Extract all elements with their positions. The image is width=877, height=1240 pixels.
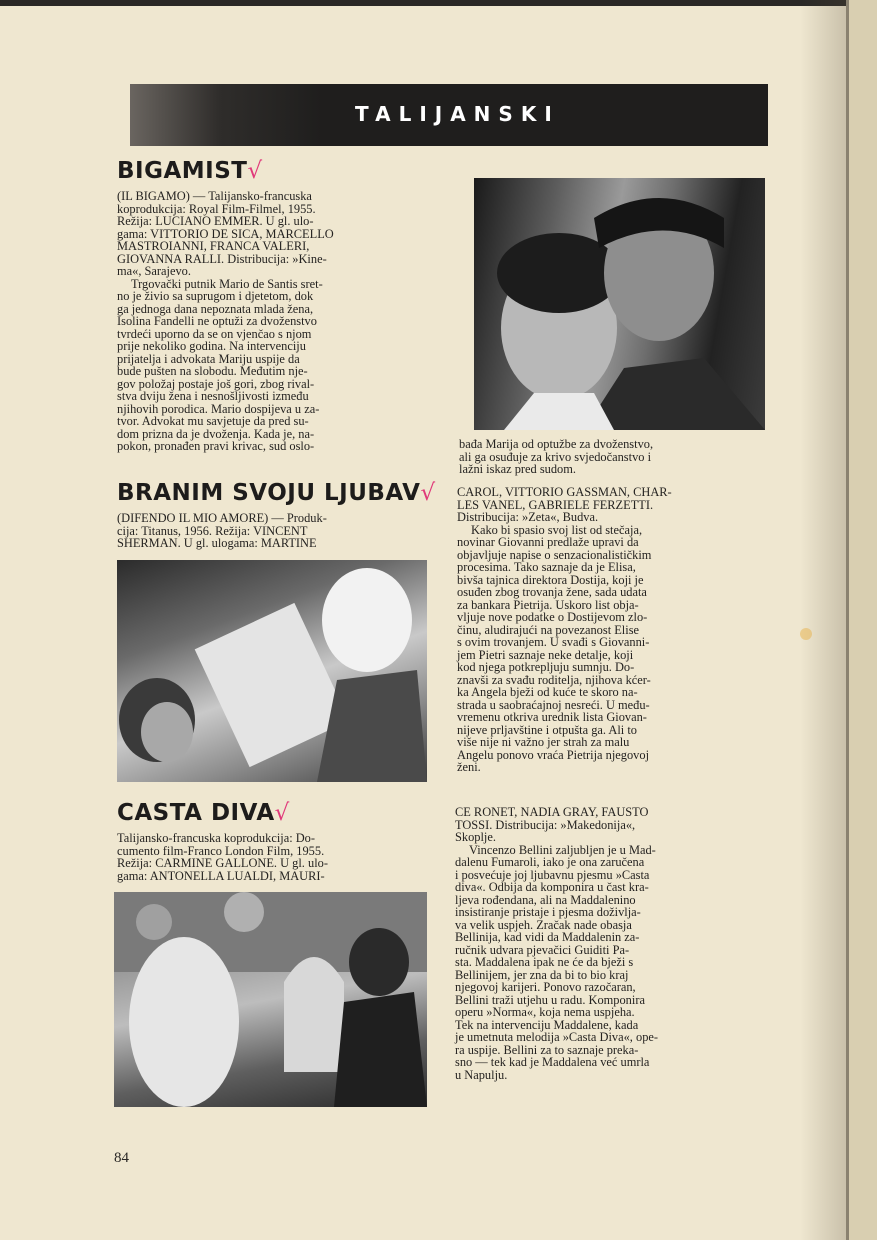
text-line: strada u saobraćajnoj nesreći. U među- <box>457 697 650 712</box>
text-line: Bellinija, kad vidi da Maddalenin za- <box>455 930 640 944</box>
text-line: (IL BIGAMO) — Talijansko-francuska <box>117 189 312 203</box>
text-line: objavljuje napise o senzacionalističkim <box>457 547 652 562</box>
text-line: dalenu Fumaroli, iako je ona zaručena <box>455 855 645 869</box>
text-line: CAROL, VITTORIO GASSMAN, CHAR- <box>457 485 672 499</box>
text-line: Kako bi spasio svoj list od stečaja, <box>471 522 643 537</box>
text-line: SHERMAN. U gl. ulogama: MARTINE <box>117 536 317 550</box>
text-line: ra uspije. Bellini za to saznaje preka- <box>455 1042 639 1057</box>
text-line: pokon, pronađen pravi krivac, sud oslo- <box>117 439 315 453</box>
article-body-casta <box>117 832 427 882</box>
text-line: ga jednoga dana nepoznata mlada žena, <box>117 301 314 316</box>
text-line: cija: Titanus, 1956. Režija: VINCENT <box>117 523 308 538</box>
text-line: stva dviju žena i nesnošljivosti između <box>117 389 309 403</box>
photo-bigamist-still <box>474 178 765 430</box>
text-line: za bankara Pietrija. Uskoro list obja- <box>457 597 639 612</box>
text-line: Trgovački putnik Mario de Santis sret- <box>131 276 323 291</box>
text-line: (DIFENDO IL MIO AMORE) — Produk- <box>117 511 327 525</box>
text-line: tvor. Advokat mu savjetuje da pred su- <box>117 414 309 428</box>
text-line: LES VANEL, GABRIELE FERZETTI. <box>457 497 654 512</box>
text-line: gov položaj postaje još gori, zbog rival- <box>117 376 315 391</box>
text-line: njegovoj karijeri. Ponovo razočaran, <box>455 980 636 994</box>
article-title-casta <box>117 800 290 826</box>
text-line: Vincenzo Bellini zaljubljen je u Mad- <box>469 842 656 857</box>
text-line: gama: VITTORIO DE SICA, MARCELLO <box>117 226 334 241</box>
text-line: prijatelja i advokata Mariju uspije da <box>117 351 300 366</box>
text-line: Tek na intervenciju Maddalene, kada <box>455 1017 639 1032</box>
article-body-bigamist-continued <box>459 438 769 476</box>
text-line: Isolina Fandelli ne optuži za dvoženstvo <box>117 314 317 328</box>
text-line: i posvećuje joj ljubavnu pjesmu »Casta <box>455 867 650 882</box>
text-line: ma«, Sarajevo. <box>117 264 191 278</box>
text-line: vremenu otkriva urednik lista Giovan- <box>457 710 647 724</box>
text-line: sno — tek kad je Maddalena već umrla <box>455 1055 650 1069</box>
text-line: ljeva rođendana, ali na Maddalenino <box>455 892 636 907</box>
title-text: BRANIM SVOJU LJUBAV <box>117 480 421 506</box>
text-line: Bellini traži utjehu u radu. Komponira <box>455 992 645 1007</box>
text-line: prije nekoliko godina. Na intervenciju <box>117 339 306 353</box>
text-line: nijeve prljavštine i otpušta ga. Ali to <box>457 722 637 737</box>
photo-bigamist-svg <box>474 178 765 430</box>
check-mark: √ <box>274 800 290 826</box>
text-line: znavši za svađu roditelja, njihova kćer- <box>457 672 651 687</box>
text-line: novinar Giovanni predlaže upravi da <box>457 535 639 549</box>
text-line: procesima. Tako saznaje da je Elisa, <box>457 560 636 574</box>
text-line: bađa Marija od optužbe za dvoženstvo, <box>459 437 654 451</box>
text-line: lažni iskaz pred sudom. <box>459 462 576 476</box>
text-line: činu, aludirajući na povezanost Elise <box>457 622 640 637</box>
text-line: ručnik udvara pjevačici Guiditi Pa- <box>455 942 630 957</box>
text-line: GIOVANNA RALLI. Distribucija: »Kine- <box>117 251 327 266</box>
page-number: 84 <box>114 1150 129 1166</box>
text-line: sta. Maddalena ipak ne će da bježi s <box>455 955 634 969</box>
text-line: s ovim trovanjem. U svađi s Giovanni- <box>457 635 650 649</box>
text-line: ali ga osuđuje za krivo svjedočanstvo i <box>459 449 652 464</box>
title-text: CASTA DIVA <box>117 800 275 826</box>
text-line: diva«. Odbija da komponira u čast kra- <box>455 880 649 894</box>
text-line: MASTROIANNI, FRANCA VALERI, <box>117 239 310 253</box>
photo-casta-still <box>114 892 427 1107</box>
title-text: BIGAMIST <box>117 158 248 184</box>
text-line: Režija: CARMINE GALLONE. U gl. ulo- <box>117 856 328 870</box>
check-mark: √ <box>420 480 436 506</box>
photo-branim-svg <box>117 560 427 782</box>
text-line: no je živio sa suprugom i djetetom, dok <box>117 289 314 303</box>
text-line: gama: ANTONELLA LUALDI, MAURI- <box>117 868 325 883</box>
text-line: cumento film-Franco London Film, 1955. <box>117 843 325 858</box>
text-line: ženi. <box>457 760 481 774</box>
text-line: Angelu ponovo vraća Pietrija njegovoj <box>457 747 650 762</box>
next-page-edge <box>846 0 877 1240</box>
text-line: operu »Norma«, koja nema uspjeha. <box>455 1005 635 1019</box>
text-line: CE RONET, NADIA GRAY, FAUSTO <box>455 805 649 819</box>
article-title-branim <box>117 480 436 506</box>
text-line: dom prizna da je dvoženja. Kada je, na- <box>117 426 315 441</box>
top-shadow <box>0 0 846 6</box>
text-line: bude pušten na slobodu. Međutim nje- <box>117 364 308 378</box>
text-line: Bellinijem, jer zna da bi to bio kraj <box>455 967 629 982</box>
text-line: koprodukcija: Royal Film-Filmel, 1955. <box>117 201 316 216</box>
text-line: vljuje nove podatke o Dostijevom zlo- <box>457 610 648 624</box>
text-line: osuđen zbog trovanja žene, sada udata <box>457 585 647 599</box>
text-line: bivša tajnica direktora Dostija, koji je <box>457 572 644 587</box>
article-body-bigamist <box>117 190 445 453</box>
text-line: kod njega potkrepljuju sumnju. Do- <box>457 660 635 674</box>
text-line: Talijansko-francuska koprodukcija: Do- <box>117 831 316 845</box>
article-title-bigamist <box>117 158 263 184</box>
section-title: TALIJANSKI <box>355 102 560 126</box>
article-body-branim-continued <box>457 486 769 774</box>
text-line: ka Angela bježi od kuće te skoro na- <box>457 685 638 699</box>
text-line: TOSSI. Distribucija: »Makedonija«, <box>455 817 636 832</box>
text-line: va velik uspjeh. Zračak nade obasja <box>455 917 632 932</box>
text-line: Skoplje. <box>455 830 496 844</box>
text-line: više nije ni važno jer strah za malu <box>457 735 630 749</box>
photo-branim-still <box>117 560 427 782</box>
article-body-casta-continued <box>455 806 769 1081</box>
text-line: u Napulju. <box>455 1067 508 1082</box>
page-gutter-shade <box>800 0 846 1240</box>
text-line: njihovih porodica. Mario dospijeva u za- <box>117 401 320 416</box>
text-line: Distribucija: »Zeta«, Budva. <box>457 510 599 524</box>
text-line: jem Pietri saznaje neke detalje, koji <box>457 647 634 662</box>
text-line: je umetnuta melodija »Casta Diva«, ope- <box>455 1030 659 1044</box>
page-stain <box>800 628 812 640</box>
text-line: insistiranje pristaje i pjesma doživlja- <box>455 905 641 919</box>
text-line: Režija: LUCIANO EMMER. U gl. ulo- <box>117 214 314 228</box>
text-line: tvrdeći uporno da se on vjenčao s njom <box>117 326 312 341</box>
photo-casta-svg <box>114 892 427 1107</box>
check-mark: √ <box>247 158 263 184</box>
article-body-branim <box>117 512 430 550</box>
